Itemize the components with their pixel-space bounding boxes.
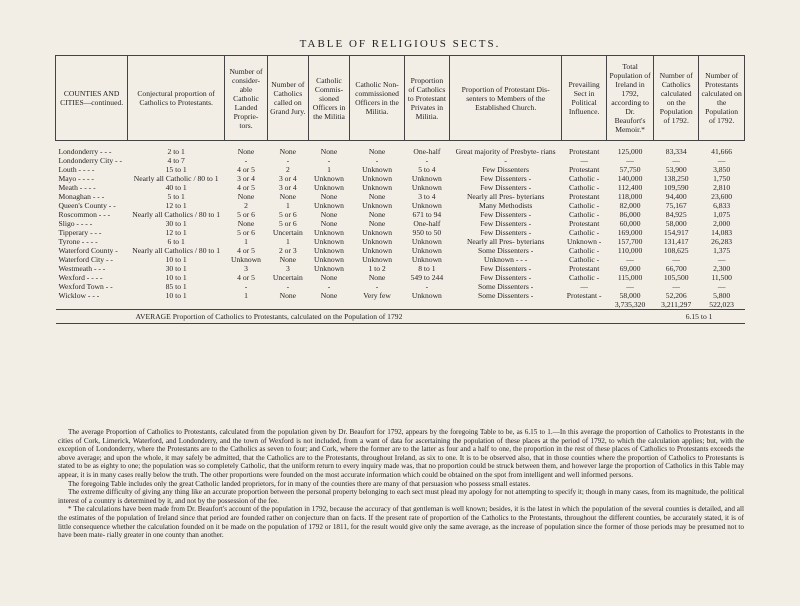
table-row [56, 255, 745, 264]
table-cell: 11,500 [711, 273, 732, 282]
table-cell: 2,000 [713, 219, 731, 228]
table-cell: 52,206 [665, 291, 687, 300]
table-cell: None [320, 219, 338, 228]
table-cell: 10 to 1 [165, 255, 187, 264]
table-cell: 125,000 [617, 147, 643, 156]
table-cell: 1,375 [713, 246, 731, 255]
table-cell: Catholic - [569, 174, 600, 183]
table-cell: Catholic - [569, 273, 600, 282]
table-cell: 12 to 1 [165, 201, 187, 210]
table-cell: - [286, 282, 290, 291]
table-cell: 118,000 [617, 192, 643, 201]
table-cell: Protestant [568, 219, 600, 228]
table-cell: - [375, 156, 379, 165]
average-label: AVERAGE Proportion of Catholics to Protestants, calculated on the Population of 1792 [56, 310, 654, 324]
table-row [56, 300, 745, 310]
table-cell: 40 to 1 [165, 183, 187, 192]
column-header: Proportion of Protestant Dis- senters to Members of the Established Church. [449, 56, 561, 141]
table-cell: Wexford - - - - [58, 273, 103, 282]
table-row [56, 282, 745, 291]
table-cell: 3 or 4 [278, 183, 297, 192]
table-cell: 950 to 50 [412, 228, 442, 237]
table-cell: - [375, 282, 379, 291]
table-cell: 4 or 5 [237, 165, 255, 174]
table-cell: 5 or 6 [278, 210, 297, 219]
table-cell: 82,000 [619, 201, 641, 210]
table-cell: None [237, 219, 255, 228]
table-cell [562, 300, 607, 310]
table-cell: 112,400 [617, 183, 643, 192]
table-cell: None [279, 192, 297, 201]
table-cell: 4 or 5 [237, 246, 255, 255]
table-cell: Nearly all Pres- byterians [466, 192, 545, 201]
table-cell: Meath - - - - [58, 183, 96, 192]
table-cell [128, 300, 225, 310]
table-cell: Londonderry City - - [58, 156, 122, 165]
table-cell: 3,211,297 [661, 300, 692, 309]
table-cell: Nearly all Pres- byterians [466, 237, 545, 246]
table-cell: 41,666 [711, 147, 733, 156]
table-cell: 169,000 [617, 228, 643, 237]
table-cell: Unknown - - - [484, 255, 528, 264]
table-cell: Uncertain [272, 228, 303, 237]
table-cell: Many Methodists [478, 201, 533, 210]
footnote-paragraph: The average Proportion of Catholics to Protestants, calculated from the population given by Dr. Beaufort for 1792, appears by the foregoing Table to be, as 6.15 to 1.—In this average the proportion of Catholics to Protestants in the cities of Cork, Limerick, Waterford, and Londonderry, and the town of Wexford is not included, from a want of data for ascertaining the population of these places at the period of 1792, to which the calculation applies; but, with the exception of Londonderry, where the Protestants are to the Catholics as seven to four; and Cork, where the former are to the latter as four and a half to one, the proportion in the rest of these places of Catholics to Protestants exceeds the above average; and upon the whole, it may safely be admitted, that the Catholics are to the Protestants, throughout Ireland, as six to one. It is to be observed also, that in those counties where the proportion of Catholics to Protestants is stated to be as eighty to one; the population was so completely Catholic, that the uniform return to every inquiry made was, that no proportion could be struck between them, and however large the proportion of Catholics in this Table may appear, it is in many cases really below the truth. The other proportions were founded on the most accurate information which could be obtained on the spot from intelligent and well informed persons. [58, 428, 744, 479]
table-cell: - [327, 156, 331, 165]
table-cell: Few Dissenters - [480, 273, 532, 282]
table-cell: 3 to 4 [418, 192, 436, 201]
table-cell: 2 [244, 201, 248, 210]
table-cell: Catholic - [569, 228, 600, 237]
table-cell: None [368, 192, 386, 201]
table-cell: Unknown [314, 264, 344, 273]
table-cell: Unknown [362, 237, 393, 246]
table-cell: 1 [327, 165, 331, 174]
table-cell: 86,000 [619, 210, 641, 219]
table-row [56, 156, 745, 165]
table-cell: Unknown [362, 246, 393, 255]
table-cell: 140,000 [617, 174, 643, 183]
table-cell: Unknown [362, 183, 393, 192]
table-cell: - [286, 156, 290, 165]
table-cell: Nearly all Catholics / 80 to 1 [132, 210, 221, 219]
column-header: Prevailing Sect in Political Influence. [562, 56, 607, 141]
table-cell: Unknown [231, 255, 261, 264]
table-cell: Nearly all Catholics / 80 to 1 [132, 246, 221, 255]
table-cell: Unknown [314, 255, 344, 264]
table-cell: Few Dissenters - [480, 174, 532, 183]
table-cell: Very few [363, 291, 391, 300]
table-cell: Few Dissenters - [480, 228, 532, 237]
table-row [56, 141, 745, 157]
table-cell: — [580, 282, 588, 291]
table-cell: 94,400 [665, 192, 687, 201]
table-cell: — [626, 255, 634, 264]
table-cell: Great majority of Presbyte- rians [455, 147, 556, 156]
table-cell: 23,600 [711, 192, 733, 201]
table-cell: 53,900 [665, 165, 687, 174]
table-cell: Wexford Town - - [58, 282, 113, 291]
table-cell: 85 to 1 [165, 282, 187, 291]
table-cell: Protestant [568, 264, 600, 273]
table-cell: Protestant [568, 147, 600, 156]
table-cell: Monaghan - - - [58, 192, 105, 201]
table-cell: — [626, 282, 634, 291]
table-cell [225, 300, 268, 310]
table-cell: 26,283 [711, 237, 733, 246]
table-cell: 109,590 [663, 183, 689, 192]
table-cell: Unknown [411, 201, 442, 210]
table-cell [449, 300, 561, 310]
table-cell: Few Dissenters [482, 165, 529, 174]
column-header: Catholic Non- commissioned Officers in the Militia. [350, 56, 405, 141]
column-header: Proportion of Catholics to Protestant Privates in Militia. [404, 56, 449, 141]
table-cell: 57,750 [619, 165, 641, 174]
table-cell: None [368, 147, 386, 156]
table-cell: 1 [285, 201, 290, 210]
column-header: Number of Protestants calculated on the Population of 1792. [699, 56, 745, 141]
table-row [56, 291, 745, 300]
table-cell: 138,250 [663, 174, 689, 183]
table-cell: Roscommon - - - [58, 210, 111, 219]
table-cell: 157,700 [617, 237, 643, 246]
table-cell: Tipperary - - - [58, 228, 102, 237]
table-cell: 3 or 4 [278, 174, 297, 183]
column-header: Number of Catholics calculated on the Population of 1792. [654, 56, 699, 141]
table-cell: 1 [285, 237, 290, 246]
table-cell: 66,700 [665, 264, 687, 273]
table-cell: 1,750 [713, 174, 731, 183]
table-cell: 1 to 2 [368, 264, 386, 273]
table-cell: Wicklow - - - [58, 291, 100, 300]
table-cell: 30 to 1 [165, 219, 187, 228]
table-row [56, 273, 745, 282]
table-cell: 2,810 [713, 183, 731, 192]
table-cell: Catholic - [569, 183, 600, 192]
table-cell: Unknown [411, 291, 442, 300]
table-cell: Catholic - [569, 246, 600, 255]
table-cell: 1 [244, 291, 248, 300]
table-cell: 6,833 [713, 201, 731, 210]
table-cell: Few Dissenters - [480, 210, 532, 219]
table-cell: 2 [285, 165, 290, 174]
table-cell: Catholic - [569, 210, 600, 219]
page-title: TABLE OF RELIGIOUS SECTS. [299, 38, 501, 50]
table-row [56, 210, 745, 219]
table-cell: 3 [285, 264, 290, 273]
table-cell: Unknown [314, 174, 344, 183]
table-cell: Mayo - - - - [58, 174, 94, 183]
table-cell: None [320, 291, 338, 300]
table-cell: 522,023 [709, 300, 734, 309]
footnotes [58, 428, 744, 540]
table-cell: Unknown [411, 183, 442, 192]
column-header: Catholic Commis- sioned Officers in the Militia [308, 56, 350, 141]
table-cell: Unknown - [566, 237, 602, 246]
table-cell: Few Dissenters - [480, 183, 532, 192]
table-cell: - [425, 156, 429, 165]
table-cell: - [504, 156, 507, 165]
table-cell: Unknown [362, 165, 393, 174]
table-cell: Catholic - [569, 201, 600, 210]
table-cell: — [672, 255, 680, 264]
table-cell: 3,850 [713, 165, 731, 174]
table-cell: Unknown [411, 246, 442, 255]
table-cell: Some Dissenters - [478, 282, 534, 291]
table-cell: 671 to 94 [412, 210, 442, 219]
table-cell: None [368, 219, 386, 228]
table-cell: Unknown [411, 174, 442, 183]
table-cell: None [279, 291, 297, 300]
table-cell: 3 or 4 [237, 174, 255, 183]
table-cell: 115,000 [617, 273, 643, 282]
table-cell: Unknown [314, 246, 344, 255]
table-cell [56, 300, 128, 310]
table-cell: Unknown [411, 237, 442, 246]
table-cell: Tyrone - - - - [58, 237, 98, 246]
table-cell: - [244, 282, 248, 291]
column-header: Total Population of Ireland in 1792, according to Dr. Beaufort's Memoir.* [606, 56, 653, 141]
table-cell: 15 to 1 [165, 165, 187, 174]
table-cell: None [279, 255, 297, 264]
table-cell: — [717, 255, 726, 264]
header-row [56, 56, 745, 141]
table-cell: - [327, 282, 331, 291]
table-cell: 5,800 [713, 291, 731, 300]
column-header: COUNTIES AND CITIES—continued. [56, 56, 128, 141]
table-cell: Unknown [362, 201, 393, 210]
table-row [56, 219, 745, 228]
table-cell: 549 to 244 [410, 273, 444, 282]
table-cell: None [368, 273, 386, 282]
column-header: Number of consider- able Catholic Landed Proprie- tors. [225, 56, 268, 141]
table-cell: 84,925 [665, 210, 687, 219]
table-cell: 10 to 1 [165, 291, 187, 300]
table-cell: None [320, 273, 338, 282]
table-cell: Unknown [362, 174, 393, 183]
table-cell: 6 to 1 [167, 237, 185, 246]
table-cell: Unknown [362, 228, 393, 237]
table-cell: 5 or 6 [278, 219, 297, 228]
column-header: Conjectural proportion of Catholics to Protestants. [128, 56, 225, 141]
table-cell [308, 300, 350, 310]
table-cell: Few Dissenters - [480, 219, 532, 228]
table-cell: 75,167 [665, 201, 687, 210]
table-cell: 12 to 1 [165, 228, 187, 237]
table-cell: 83,334 [665, 147, 687, 156]
table-cell: 4 to 7 [167, 156, 185, 165]
table-cell: 5 or 6 [237, 210, 255, 219]
table-cell: 14,083 [711, 228, 733, 237]
table-cell: None [368, 210, 386, 219]
table-cell: None [237, 147, 255, 156]
table-cell: - [244, 156, 248, 165]
column-header: Number of Catholics called on Grand Jury. [267, 56, 308, 141]
table-row [56, 246, 745, 255]
table-cell [350, 300, 405, 310]
table-cell: Unknown [314, 228, 344, 237]
footnote-paragraph: The foregoing Table includes only the great Catholic landed proprietors, for in many of the counties there are many of that persuasion who possess small estates. [68, 479, 531, 488]
table-cell: - [425, 282, 429, 291]
table-cell: None [320, 210, 338, 219]
table-row [56, 201, 745, 210]
table-cell: One-half [413, 219, 441, 228]
table-cell: Queen's County - - [58, 201, 116, 210]
table-cell: Waterford County - [58, 246, 118, 255]
table-cell: None [320, 147, 338, 156]
table-cell: Westmeath - - - [58, 264, 106, 273]
table-cell: Unknown [314, 183, 344, 192]
table-cell: 3,735,320 [614, 300, 646, 309]
table-cell: 8 to 1 [418, 264, 436, 273]
table-cell: Waterford City - - [58, 255, 113, 264]
table-cell: 10 to 1 [165, 273, 187, 282]
table-cell: — [672, 156, 680, 165]
table-cell: Unknown [314, 201, 344, 210]
table-cell: — [672, 282, 680, 291]
table-cell: 5 to 1 [167, 192, 185, 201]
table-cell: 2,300 [713, 264, 731, 273]
table-cell: Unknown [362, 255, 393, 264]
table-cell: 30 to 1 [165, 264, 187, 273]
table-cell [404, 300, 449, 310]
table-cell: 4 or 5 [237, 273, 255, 282]
table-cell: Nearly all Catholic / 80 to 1 [133, 174, 219, 183]
table-cell: 58,000 [619, 291, 641, 300]
religious-sects-table [55, 55, 745, 324]
table-cell: — [717, 282, 726, 291]
table-cell: 154,917 [663, 228, 689, 237]
footnote-paragraph: * The calculations have been made from Dr. Beaufort's account of the population in 1792, because the accuracy of that gentleman is well known; besides, it is the latest in which the population of the several counties is detailed, and all the estimates of the population of Ireland since that period are founded rather on conjecture than on facts. If the present rate of proportion of the Catholics to the Protestants, throughout the different counties, be accurately stated, it is of little consequence whether the calculation founded on it be made on the population of 1792 or 1811, for the result would give only the same average, as the increase of population since the former of those periods may be presumed not to have been mate- rially greater in one county than another. [58, 505, 744, 540]
table-cell: Uncertain [272, 273, 303, 282]
table-cell: Protestant - [566, 291, 602, 300]
table-cell: 4 or 5 [237, 183, 255, 192]
table-row [56, 192, 745, 201]
table-cell: 131,417 [663, 237, 689, 246]
table-row [56, 183, 745, 192]
table-cell: Some Dissenters - [478, 291, 534, 300]
average-row [56, 310, 745, 324]
table-cell: Protestant [568, 165, 600, 174]
table-body [56, 141, 745, 324]
table-row [56, 237, 745, 246]
table-cell: None [237, 192, 255, 201]
table-cell: 105,500 [663, 273, 689, 282]
footnote-paragraph: The extreme difficulty of giving any thing like an accurate proportion between the personal property belonging to each sect must plead my apology for not attempting to specify it; though in many cases, from its magnitude, the political interest of a country is determined by it, and not by the possession of the fee. [58, 488, 744, 505]
table-cell: 1,075 [713, 210, 731, 219]
table-cell: 3 [244, 264, 248, 273]
table-cell: — [626, 156, 634, 165]
table-cell: 2 or 3 [278, 246, 297, 255]
table-cell: Louth - - - - [58, 165, 95, 174]
table-row [56, 174, 745, 183]
table-cell: Protestant [568, 192, 600, 201]
table-cell: None [320, 192, 338, 201]
table-cell: 5 to 4 [418, 165, 436, 174]
table-cell: One-half [413, 147, 441, 156]
table-cell: Few Dissenters - [480, 264, 532, 273]
table-cell: 69,000 [619, 264, 641, 273]
table-row [56, 228, 745, 237]
table-cell: 108,625 [663, 246, 689, 255]
table-cell: 110,000 [617, 246, 643, 255]
table-row [56, 165, 745, 174]
table-cell: Some Dissenters - [478, 246, 534, 255]
table-cell: Catholic - [569, 255, 600, 264]
table-cell: 2 to 1 [167, 147, 185, 156]
table-cell: Unknown [411, 255, 442, 264]
table-cell: 5 or 6 [237, 228, 255, 237]
table-cell: Sligo - - - - [58, 219, 93, 228]
average-value: 6.15 to 1 [654, 310, 745, 324]
table-cell: Unknown [314, 237, 344, 246]
table-cell: 60,000 [619, 219, 641, 228]
table-cell: None [279, 147, 297, 156]
table-row [56, 264, 745, 273]
table-cell: — [580, 156, 588, 165]
table-cell: — [717, 156, 726, 165]
table-cell: 1 [244, 237, 248, 246]
table-cell [267, 300, 308, 310]
table-cell: 58,000 [665, 219, 687, 228]
table-cell: Londonderry - - - [58, 147, 112, 156]
